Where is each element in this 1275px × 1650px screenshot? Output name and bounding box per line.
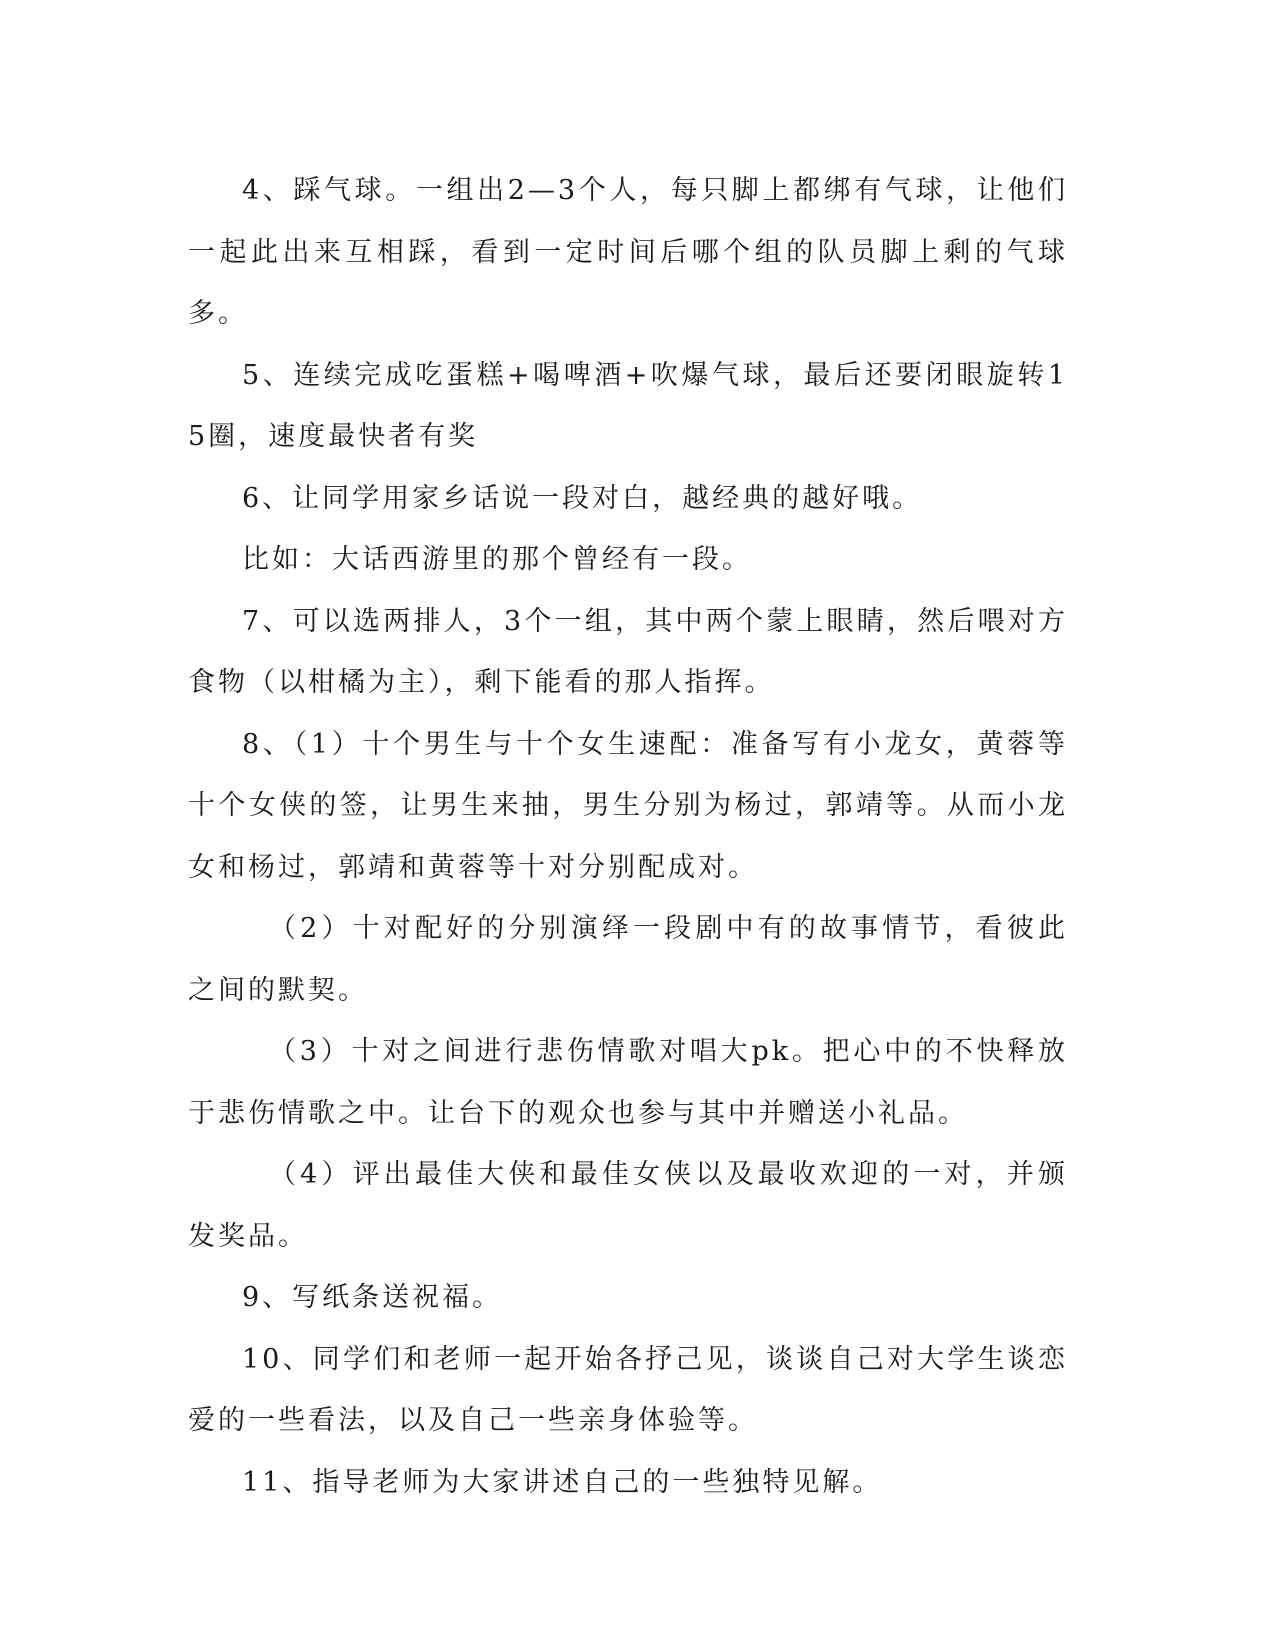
paragraph-item-8-3: （3）十对之间进行悲伤情歌对唱大pk。把心中的不快释放于悲伤情歌之中。让台下的观众也参与其中并赠送小礼品。 <box>188 1036 1068 1129</box>
paragraph-item-9: 9、写纸条送祝福。 <box>242 1282 503 1313</box>
paragraph-item-7: 7、可以选两排人，3个一组，其中两个蒙上眼睛，然后喂对方食物（以柑橘为主），剩下能看的那人指挥。 <box>188 605 1068 698</box>
paragraph-item-4: 4、踩气球。一组出2—3个人，每只脚上都绑有气球，让他们一起此出来互相踩，看到一定时间后哪个组的队员脚上剩的气球多。 <box>188 175 1068 329</box>
paragraph-item-8-2: （2）十对配好的分别演绎一段剧中有的故事情节，看彼此之间的默契。 <box>188 913 1068 1006</box>
paragraph-item-10: 10、同学们和老师一起开始各抒己见，谈谈自己对大学生谈恋爱的一些看法，以及自己一些亲身体验等。 <box>188 1343 1068 1436</box>
paragraph-item-11: 11、指导老师为大家讲述自己的一些独特见解。 <box>242 1466 883 1498</box>
paragraph-item-8-1: 8、（1）十个男生与十个女生速配：准备写有小龙女，黄蓉等十个女侠的签，让男生来抽，男生分别为杨过，郭靖等。从而小龙女和杨过，郭靖和黄蓉等十对分别配成对。 <box>188 728 1068 883</box>
paragraph-example: 比如：大话西游里的那个曾经有一段。 <box>242 544 752 575</box>
paragraph-item-6: 6、让同学用家乡话说一段对白，越经典的越好哦。 <box>242 482 923 514</box>
document-body <box>188 160 1068 1513</box>
paragraph-item-5: 5、连续完成吃蛋糕+喝啤酒+吹爆气球，最后还要闭眼旋转15圈，速度最快者有奖 <box>188 359 1068 452</box>
paragraph-item-8-4: （4）评出最佳大侠和最佳女侠以及最收欢迎的一对，并颁发奖品。 <box>188 1159 1068 1252</box>
